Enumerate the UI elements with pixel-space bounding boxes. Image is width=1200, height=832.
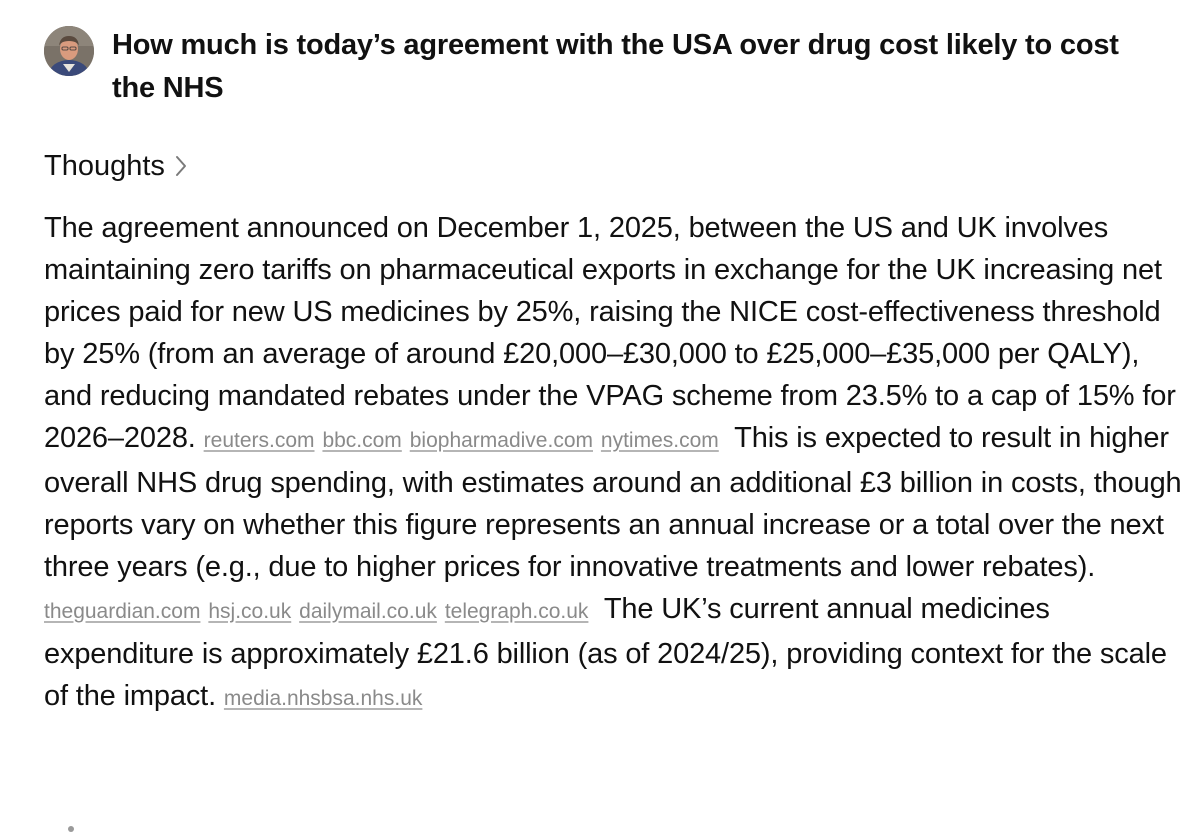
source-link-reuters[interactable]: reuters.com <box>203 429 315 452</box>
source-link-dailymail[interactable]: dailymail.co.uk <box>299 600 437 623</box>
source-link-nytimes[interactable]: nytimes.com <box>600 429 719 452</box>
answer-text <box>44 207 1184 720</box>
answer-paragraph-2: This is expected to result in higher overall NHS drug spending, with estimates around an additional £3 billion in costs, though reports vary on whether this figure represents an annual increase or a total over the next three years (e.g., due to higher prices for innovative treatments and lower rebates). <box>44 422 1182 583</box>
answer-paragraph-3: The UK’s current annual medicines expenditure is approximately £21.6 billion (as of 2024/25), providing context for the scale of the impact. <box>44 593 1167 712</box>
user-avatar-photo <box>44 26 94 76</box>
answer-paragraph-1: The agreement announced on December 1, 2025, between the US and UK involves maintaining zero tariffs on pharmaceutical exports in exchange for the UK increasing net prices paid for new US medicines by 25%, raising the NICE cost-effectiveness threshold by 25% (from an average of around £20,000–£30,000 to £25,000–£35,000 per QALY), and reducing mandated rebates under the VPAG scheme from 23.5% to a cap of 15% for 2026–2028. <box>44 212 1176 454</box>
thoughts-label: Thoughts <box>44 150 165 182</box>
scroll-indicator <box>68 826 74 832</box>
source-link-hsj[interactable]: hsj.co.uk <box>208 600 292 623</box>
chevron-right-icon <box>175 155 187 177</box>
source-link-biopharmadive[interactable]: biopharmadive.com <box>409 429 593 452</box>
source-link-theguardian[interactable]: theguardian.com <box>44 600 201 623</box>
thoughts-toggle[interactable] <box>44 145 187 187</box>
source-link-bbc[interactable]: bbc.com <box>322 429 402 452</box>
source-link-telegraph[interactable]: telegraph.co.uk <box>444 600 589 623</box>
question-text: How much is today’s agreement with the USA over drug cost likely to cost the NHS <box>112 29 1119 104</box>
user-question <box>44 24 1164 110</box>
avatar[interactable] <box>44 26 94 76</box>
source-link-nhsbsa[interactable]: media.nhsbsa.nhs.uk <box>223 687 423 710</box>
